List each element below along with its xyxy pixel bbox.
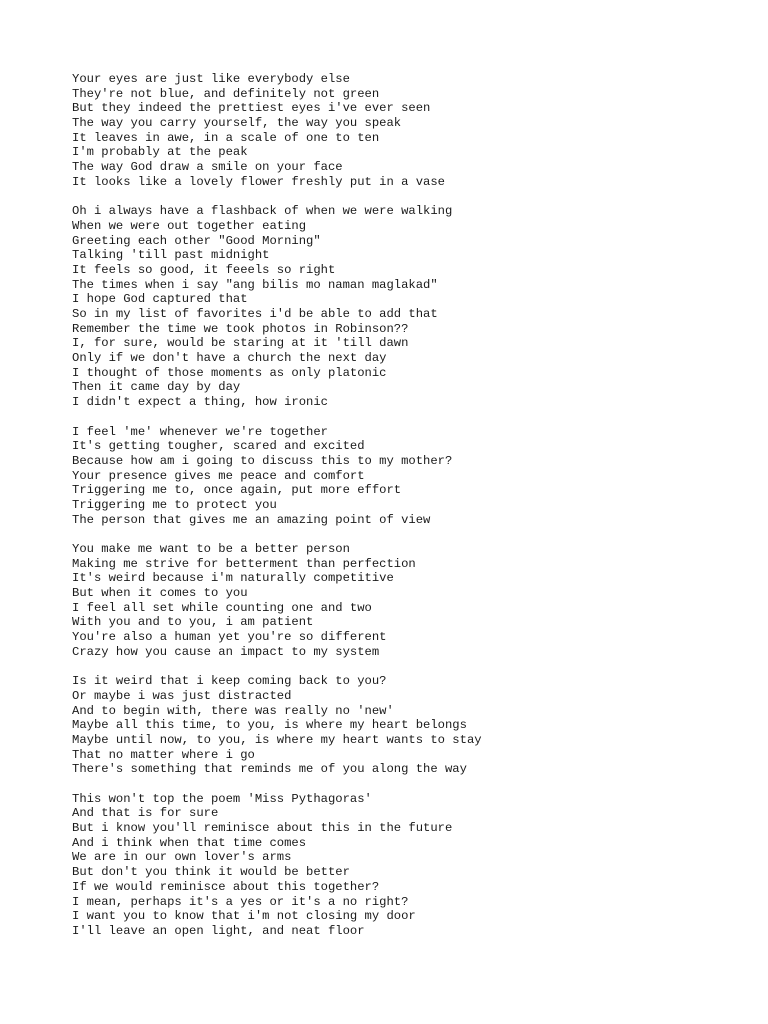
poem-line: The way you carry yourself, the way you speak [72, 116, 402, 131]
poem-line: I'll leave an open light, and neat floor [72, 923, 365, 938]
poem-stanza [72, 542, 732, 660]
poem-line: It leaves in awe, in a scale of one to ten [72, 130, 380, 145]
poem-line: It's weird because i'm naturally competitive [72, 571, 394, 586]
poem-line: Your eyes are just like everybody else [72, 72, 350, 86]
poem-line: Is it weird that i keep coming back to you? [72, 674, 387, 689]
poem-line: Crazy how you cause an impact to my system [72, 644, 380, 659]
poem-line: You're also a human yet you're so different [72, 630, 387, 645]
poem-line: Triggering me to protect you [72, 497, 277, 512]
poem-line: That no matter where i go [72, 747, 255, 762]
poem-stanza [72, 72, 732, 190]
poem-line: I feel all set while counting one and two [72, 600, 372, 615]
poem-line: I'm probably at the peak [72, 145, 248, 160]
poem-line: I didn't expect a thing, how ironic [72, 395, 328, 410]
poem-line: Only if we don't have a church the next day [72, 351, 387, 366]
poem-line: Then it came day by day [72, 380, 241, 395]
poem-line: Oh i always have a flashback of when we were walking [72, 204, 453, 219]
poem-line: And i think when that time comes [72, 835, 307, 850]
poem-line: But don't you think it would be better [72, 865, 350, 880]
poem-line: But they indeed the prettiest eyes i've ever seen [72, 101, 431, 116]
poem-stanza [72, 674, 732, 777]
poem-stanza [72, 792, 732, 939]
poem-line: Greeting each other "Good Morning" [72, 233, 321, 248]
poem-line: I mean, perhaps it's a yes or it's a no right? [72, 894, 409, 909]
poem-line: Your presence gives me peace and comfort [72, 468, 365, 483]
poem-line: It looks like a lovely flower freshly put in a vase [72, 174, 445, 189]
poem-line: So in my list of favorites i'd be able to add that [72, 307, 438, 321]
poem-line: Or maybe i was just distracted [72, 688, 292, 703]
poem-line: Because how am i going to discuss this to my mother? [72, 453, 453, 468]
poem-stanza [72, 425, 732, 528]
poem-line: The way God draw a smile on your face [72, 160, 343, 175]
poem-line: Remember the time we took photos in Robinson?? [72, 321, 409, 336]
poem-line: Maybe until now, to you, is where my heart wants to stay [72, 732, 482, 747]
poem-line: It's getting tougher, scared and excited [72, 439, 365, 454]
poem-line: If we would reminisce about this together? [72, 879, 380, 894]
poem-line: And that is for sure [72, 806, 219, 821]
poem-line: You make me want to be a better person [72, 542, 350, 556]
poem-line: I thought of those moments as only platonic [72, 365, 387, 380]
poem-line: Triggering me to, once again, put more effort [72, 483, 402, 498]
poem-line: There's something that reminds me of you along the way [72, 762, 467, 777]
poem-body [72, 72, 732, 953]
poem-line: I feel 'me' whenever we're together [72, 424, 328, 439]
poem-line: They're not blue, and definitely not green [72, 86, 380, 101]
poem-line: With you and to you, i am patient [72, 615, 314, 630]
poem-line: When we were out together eating [72, 218, 307, 233]
poem-line: But i know you'll reminisce about this in the future [72, 821, 453, 836]
poem-line: Talking 'till past midnight [72, 248, 270, 263]
poem-line: We are in our own lover's arms [72, 850, 292, 865]
poem-line: I hope God captured that [72, 292, 248, 307]
poem-line: The person that gives me an amazing point of view [72, 512, 431, 527]
poem-line: Making me strive for betterment than perfection [72, 556, 416, 571]
poem-line: But when it comes to you [72, 586, 248, 601]
poem-line: Maybe all this time, to you, is where my heart belongs [72, 718, 467, 733]
poem-line: I want you to know that i'm not closing my door [72, 909, 416, 924]
poem-line: It feels so good, it feeels so right [72, 262, 336, 277]
poem-stanza [72, 204, 732, 410]
poem-line: I, for sure, would be staring at it 'till dawn [72, 336, 409, 351]
poem-line: The times when i say "ang bilis mo naman maglakad" [72, 277, 438, 292]
poem-line: And to begin with, there was really no 'new' [72, 703, 394, 718]
poem-line: This won't top the poem 'Miss Pythagoras' [72, 791, 372, 806]
